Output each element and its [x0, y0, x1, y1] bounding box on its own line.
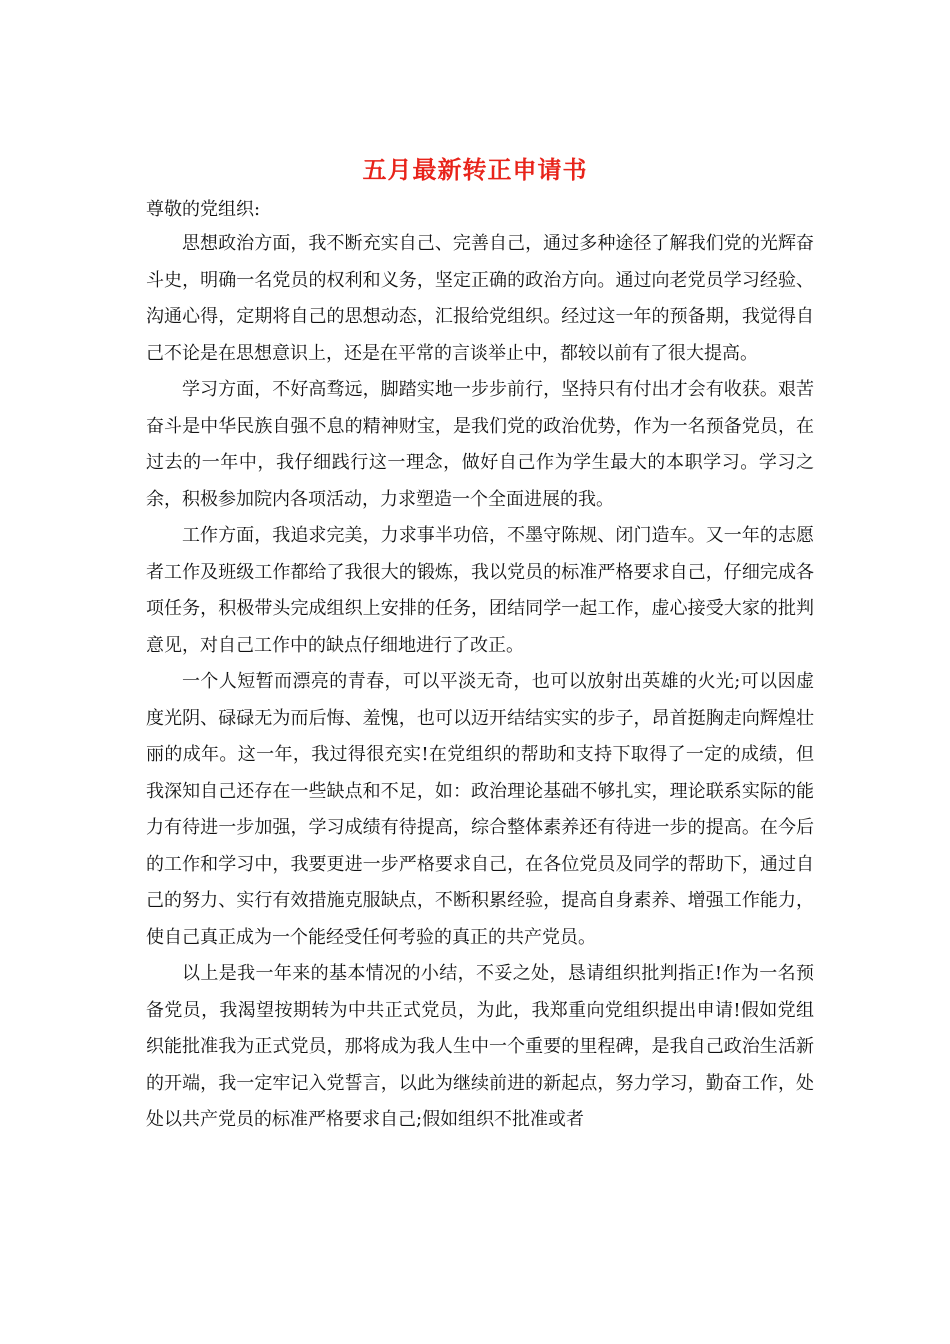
salutation: 尊敬的党组织:: [146, 199, 261, 220]
paragraph-work: 工作方面，我追求完美，力求事半功倍，不墨守陈规、闭门造车。又一年的志愿者工作及班级工作都给了我很大的锻炼，我以党员的标准严格要求自己，仔细完成各项任务，积极带头完成组织上安排的任务，团结同学一起工作，虚心接受大家的批判意见，对自己工作中的缺点仔细地进行了改正。: [146, 525, 814, 656]
paragraph-ideology: 思想政治方面，我不断充实自己、完善自己，通过多种途径了解我们党的光辉奋斗史，明确一名党员的权利和义务，坚定正确的政治方向。通过向老党员学习经验、沟通心得，定期将自己的思想动态，汇报给党组织。经过这一年的预备期，我觉得自己不论是在思想意识上，还是在平常的言谈举止中，都较以前有了很大提高。: [146, 233, 814, 364]
document-title: 五月最新转正申请书: [362, 155, 588, 184]
paragraph-application: 以上是我一年来的基本情况的小结，不妥之处，恳请组织批判指正!作为一名预备党员，我渴望按期转为中共正式党员，为此，我郑重向党组织提出申请!假如党组织能批准我为正式党员，那将成为我人生中一个重要的里程碑，是我自己政治生活新的开端，我一定牢记入党誓言，以此为继续前进的新起点，努力学习，勤奋工作，处处以共产党员的标准严格要求自己;假如组织不批准或者: [146, 963, 814, 1130]
paragraph-study: 学习方面，不好高骛远，脚踏实地一步步前行，坚持只有付出才会有收获。艰苦奋斗是中华民族自强不息的精神财宝，是我们党的政治优势，作为一名预备党员，在过去的一年中，我仔细践行这一理念，做好自己作为学生最大的本职学习。学习之余，积极参加院内各项活动，力求塑造一个全面进展的我。: [146, 379, 814, 510]
paragraph-reflection: 一个人短暂而漂亮的青春，可以平淡无奇，也可以放射出英雄的火光;可以因虚度光阴、碌碌无为而后悔、羞愧，也可以迈开结结实实的步子，昂首挺胸走向辉煌壮丽的成年。这一年，我过得很充实!在党组织的帮助和支持下取得了一定的成绩，但我深知自己还存在一些缺点和不足，如：政治理论基础不够扎实，理论联系实际的能力有待进一步加强，学习成绩有待提高，综合整体素养还有待进一步的提高。在今后的工作和学习中，我要更进一步严格要求自己，在各位党员及同学的帮助下，通过自己的努力、实行有效措施克服缺点，不断积累经验，提高自身素养、增强工作能力，使自己真正成为一个能经受任何考验的真正的共产党员。: [146, 671, 814, 948]
document-body: [146, 194, 814, 1139]
